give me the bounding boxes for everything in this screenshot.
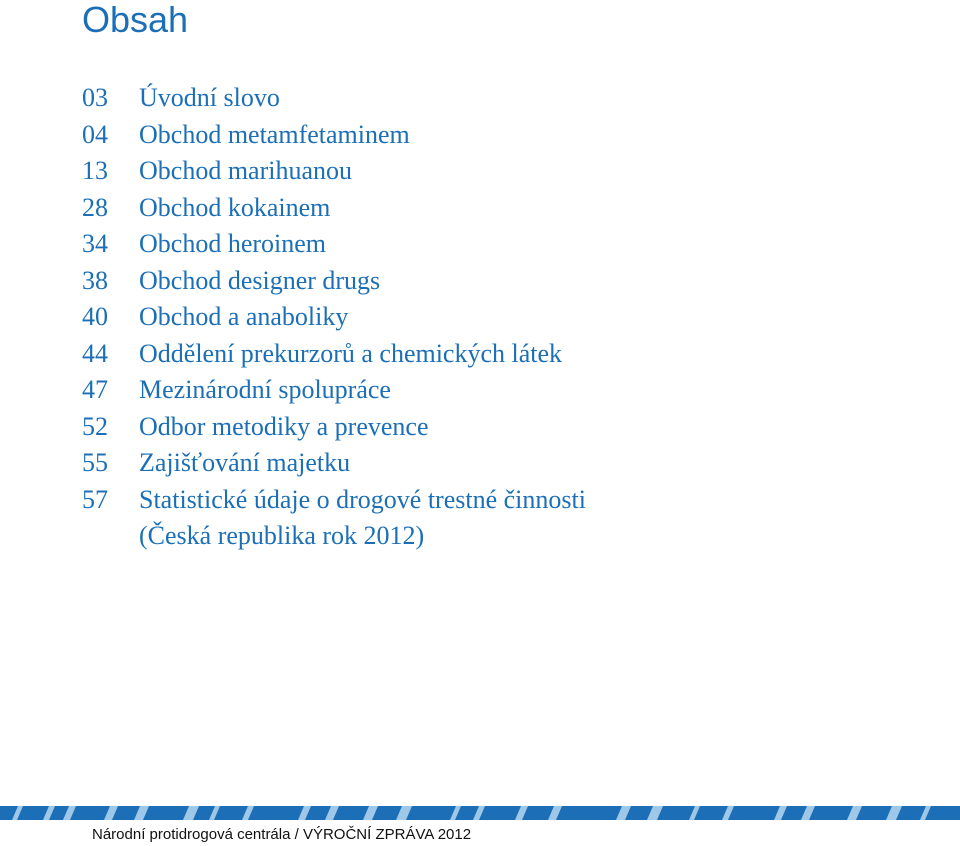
footer-stripe-band xyxy=(0,806,960,820)
toc-title: Oddělení prekurzorů a chemických látek xyxy=(139,338,563,368)
toc-entry[interactable] xyxy=(82,336,902,373)
toc-entry[interactable] xyxy=(82,263,902,300)
toc-entry[interactable] xyxy=(82,117,902,154)
toc-page-number: 03 xyxy=(82,83,108,112)
table-of-contents xyxy=(82,80,902,555)
stripe-segment xyxy=(333,806,369,820)
toc-entry[interactable] xyxy=(82,409,902,446)
toc-page-number: 40 xyxy=(82,302,108,331)
toc-page-number: 13 xyxy=(82,156,108,185)
toc-page-number: 57 xyxy=(82,484,108,514)
toc-page-number: 38 xyxy=(82,265,108,295)
toc-title: Obchod heroinem xyxy=(139,229,327,258)
toc-entry[interactable] xyxy=(82,153,902,190)
stripe-segment xyxy=(925,806,960,820)
toc-entry[interactable] xyxy=(82,226,902,263)
toc-title: Odbor metodiky a prevence xyxy=(139,411,429,441)
footer-text: Národní protidrogová centrála / VÝROČNÍ ZPRÁVA 2012 xyxy=(92,826,472,843)
stripe-segment xyxy=(406,806,456,820)
toc-page-number: 47 xyxy=(82,375,108,404)
stripe-segment xyxy=(248,806,304,820)
toc-title: Obchod metamfetaminem xyxy=(139,119,410,149)
toc-entry[interactable] xyxy=(82,445,902,482)
toc-page-number: 04 xyxy=(82,119,108,149)
toc-title-block xyxy=(139,482,902,555)
stripe-segment xyxy=(479,806,521,820)
toc-entry[interactable] xyxy=(82,482,902,555)
stripe-segment xyxy=(728,806,780,820)
toc-entry[interactable] xyxy=(82,190,902,227)
toc-title: Úvodní slovo xyxy=(139,83,280,112)
toc-entry[interactable] xyxy=(82,372,902,409)
toc-subtitle: (Česká republika rok 2012) xyxy=(139,521,425,550)
stripe-segment xyxy=(143,806,189,820)
toc-page-number: 52 xyxy=(82,411,108,441)
stripe-segment xyxy=(657,806,695,820)
toc-page-number: 55 xyxy=(82,448,108,477)
toc-title: Obchod marihuanou xyxy=(139,156,353,185)
stripe-segment xyxy=(856,806,892,820)
toc-title: Obchod a anaboliky xyxy=(139,302,349,331)
toc-title: Zajišťování majetku xyxy=(139,448,351,477)
toc-title: Statistické údaje o drogové trestné činnosti xyxy=(139,484,586,514)
toc-title: Mezinárodní spolupráce xyxy=(139,375,391,404)
stripe-segment xyxy=(809,806,853,820)
toc-page-number: 34 xyxy=(82,229,108,258)
stripe-segment xyxy=(70,806,110,820)
stripe-segment xyxy=(556,806,622,820)
toc-page-number: 28 xyxy=(82,192,108,222)
toc-entry[interactable] xyxy=(82,299,902,336)
toc-page-number: 44 xyxy=(82,338,108,368)
toc-title: Obchod designer drugs xyxy=(139,265,381,295)
toc-title: Obchod kokainem xyxy=(139,192,331,222)
page-title: Obsah xyxy=(82,0,189,40)
toc-entry[interactable] xyxy=(82,80,902,117)
